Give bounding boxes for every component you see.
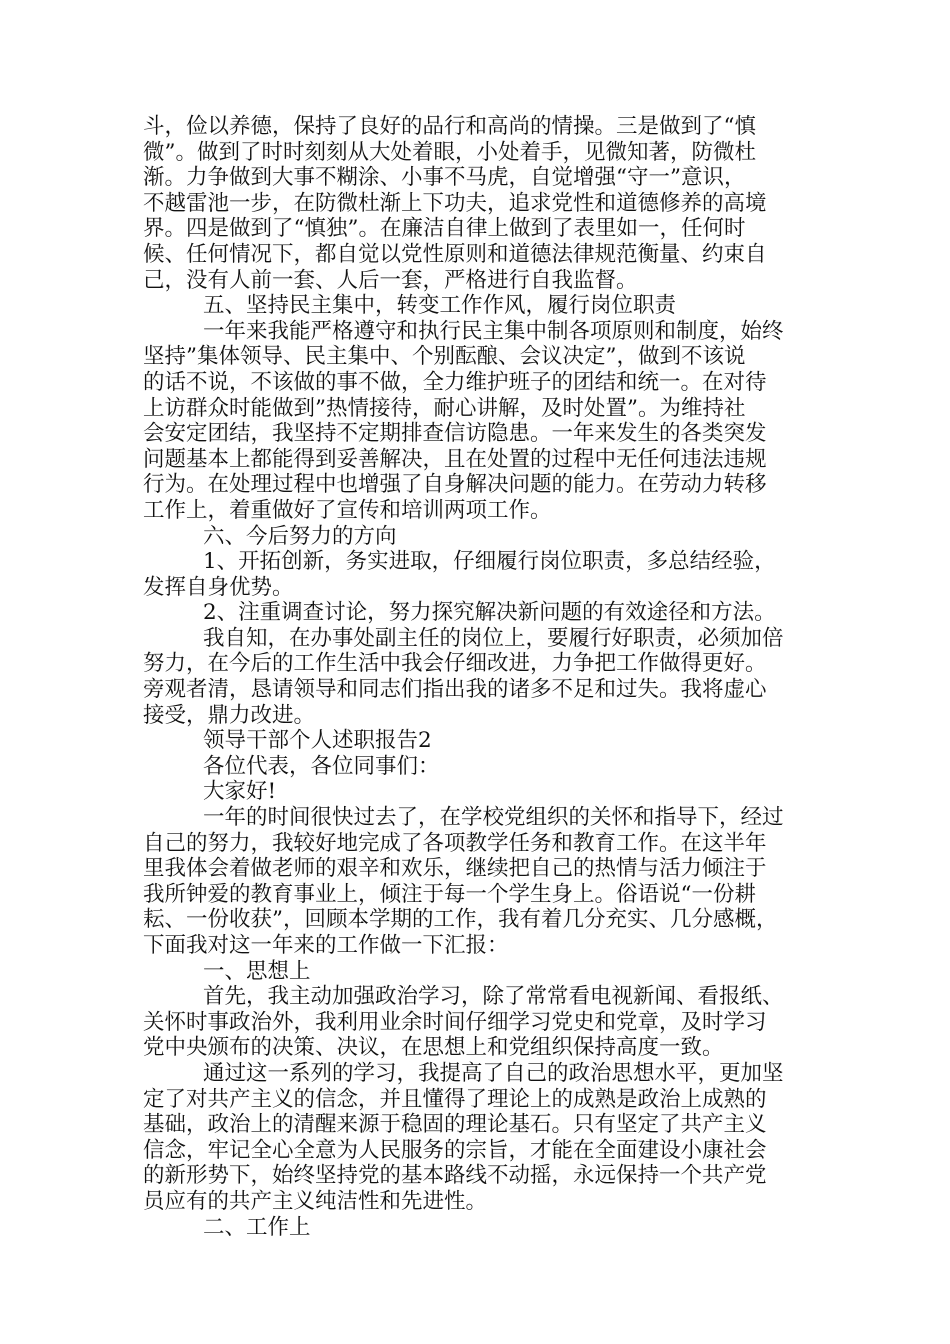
text-line: 行为。在处理过程中也增强了自身解决问题的能力。在劳动力转移 — [143, 472, 767, 498]
text-line: 1、开拓创新，务实进取，仔细履行岗位职责，多总结经验， — [203, 549, 776, 575]
text-line: 坚持”集体领导、民主集中、个别酝酿、会议决定”，做到不该说 — [143, 344, 746, 370]
text-line: 上访群众时能做到”热情接待，耐心讲解，及时处置”。为维持社 — [143, 395, 746, 421]
text-line: 一年来我能严格遵守和执行民主集中制各项原则和制度，始终 — [203, 318, 784, 344]
text-line: 我自知，在办事处副主任的岗位上，要履行好职责，必须加倍 — [203, 625, 784, 651]
text-line: 己，没有人前一套、人后一套，严格进行自我监督。 — [143, 267, 638, 293]
text-line: 2、注重调查讨论，努力探究解决新问题的有效途径和方法。 — [203, 600, 776, 626]
text-line: 各位代表，各位同事们： — [203, 753, 440, 779]
text-line: 候、任何情况下，都自觉以党性原则和道德法律规范衡量、约束自 — [143, 241, 767, 267]
text-line: 关怀时事政治外，我利用业余时间仔细学习党史和党章，及时学习 — [143, 1009, 767, 1035]
text-line: 首先，我主动加强政治学习，除了常常看电视新闻、看报纸、 — [203, 984, 784, 1010]
text-line: 发挥自身优势。 — [143, 574, 294, 600]
text-line: 斗，俭以养德，保持了良好的品行和高尚的情操。三是做到了“慎 — [143, 114, 756, 139]
text-line: 里我体会着做老师的艰辛和欢乐，继续把自己的热情与活力倾注于 — [143, 856, 767, 882]
text-line: 大家好! — [203, 779, 277, 805]
text-line: 耘、一份收获”，回顾本学期的工作，我有着几分充实、几分感概， — [143, 907, 778, 933]
text-line: 会安定团结，我坚持不定期排查信访隐患。一年来发生的各类突发 — [143, 421, 767, 447]
text-line: 自己的努力，我较好地完成了各项教学任务和教育工作。在这半年 — [143, 830, 767, 856]
text-line: 渐。力争做到大事不糊涂、小事不马虎，自觉增强“守一”意识， — [143, 165, 746, 191]
text-line: 党中央颁布的决策、决议，在思想上和党组织保持高度一致。 — [143, 1035, 724, 1061]
text-line: 旁观者清，恳请领导和同志们指出我的诸多不足和过失。我将虚心 — [143, 677, 767, 703]
text-line: 六、今后努力的方向 — [203, 523, 397, 549]
text-line: 一年的时间很快过去了，在学校党组织的关怀和指导下，经过 — [203, 805, 784, 831]
text-line: 一、思想上 — [203, 958, 311, 984]
text-line: 接受，鼎力改进。 — [143, 702, 316, 728]
text-line: 下面我对这一年来的工作做一下汇报： — [143, 933, 509, 958]
text-line: 微”。做到了时时刻刻从大处着眼，小处着手，见微知著，防微杜 — [143, 139, 756, 165]
text-line: 员应有的共产主义纯洁性和先进性。 — [143, 1188, 488, 1214]
text-line: 努力，在今后的工作生活中我会仔细改进，力争把工作做得更好。 — [143, 651, 767, 677]
text-line: 通过这一系列的学习，我提高了自己的政治思想水平，更加坚 — [203, 1060, 784, 1086]
text-line: 领导干部个人述职报告2 — [203, 728, 432, 754]
text-line: 的话不说，不该做的事不做，全力维护班子的团结和统一。在对待 — [143, 369, 767, 395]
text-line: 工作上，着重做好了宣传和培训两项工作。 — [143, 497, 552, 523]
text-line: 界。四是做到了“慎独”。在廉洁自律上做到了表里如一，任何时 — [143, 216, 746, 242]
text-line: 二、工作上 — [203, 1214, 311, 1240]
text-line: 的新形势下，始终坚持党的基本路线不动摇，永远保持一个共产党 — [143, 1163, 767, 1189]
text-line: 基础，政治上的清醒来源于稳固的理论基石。只有坚定了共产主义 — [143, 1112, 767, 1138]
text-line: 不越雷池一步，在防微杜渐上下功夫，追求党性和道德修养的高境 — [143, 190, 767, 216]
text-line: 问题基本上都能得到妥善解决，且在处置的过程中无任何违法违规 — [143, 446, 767, 472]
text-line: 定了对共产主义的信念，并且懂得了理论上的成熟是政治上成熟的 — [143, 1086, 767, 1112]
text-line: 五、坚持民主集中，转变工作作风，履行岗位职责 — [203, 293, 677, 319]
document-body — [143, 114, 823, 1240]
text-line: 我所钟爱的教育事业上，倾注于每一个学生身上。俗语说“一份耕 — [143, 881, 756, 907]
text-line: 信念，牢记全心全意为人民服务的宗旨，才能在全面建设小康社会 — [143, 1137, 767, 1163]
